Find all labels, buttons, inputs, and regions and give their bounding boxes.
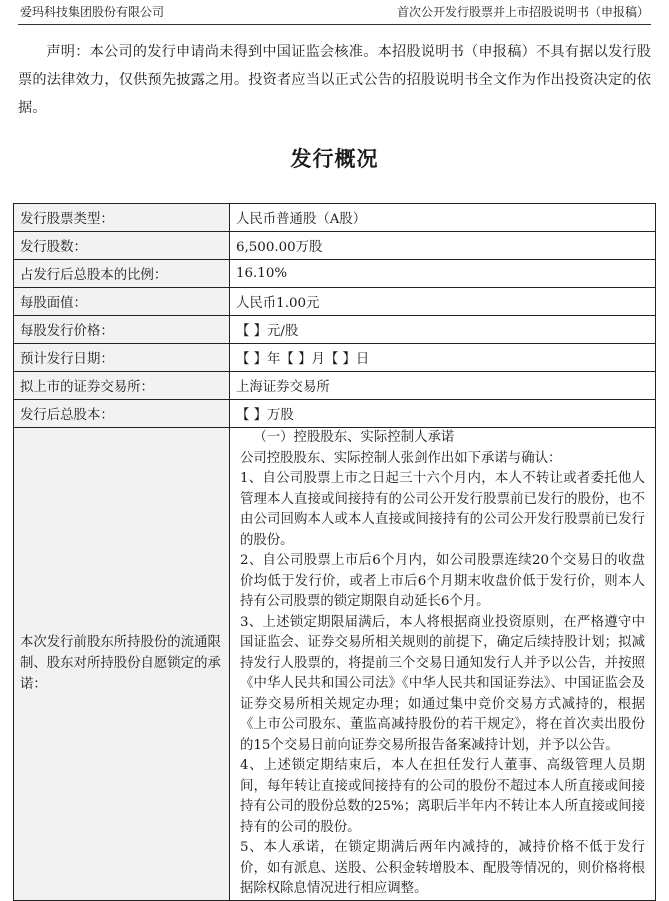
lockup-paragraph: 3、上述锁定期限届满后，本人将根据商业投资原则，在严格遵守中国证监会、证券交易所相关规则的前提下，确定后续持股计划；拟减持发行人股票的，将提前三个交易日通知发行人并予以公告，并按照《中华人民共和国公司法》《中华人民共和国证券法》、中国证监会及证券交易所相关规定办理；如通过集中竞价交易方式减持的，根据《上市公司股东、董监高减持股份的若干规定》，将在首次卖出股份的15个交易日前向证券交易所报告备案减持计划，并予以公告。: [240, 614, 645, 753]
row-value: 【 】元/股: [230, 316, 656, 344]
table-row: [14, 400, 656, 428]
row-label: 每股面值：: [14, 288, 230, 316]
table-row: [14, 232, 656, 260]
lockup-paragraph: 1、自公司股票上市之日起三十六个月内，本人不转让或者委托他人管理本人直接或间接持有的公司公开发行股票前已发行的股份，也不由公司回购本人或本人直接或间接持有的公司公开发行股票前已发行的股份。: [240, 471, 645, 548]
table-row: [14, 316, 656, 344]
disclaimer-statement: 声明：本公司的发行申请尚未得到中国证监会核准。本招股说明书（申报稿）不具有据以发行股票的法律效力，仅供预先披露之用。投资者应当以正式公告的招股说明书全文作为作出投资决定的依据。: [18, 44, 651, 116]
page-header: [18, 0, 651, 25]
lockup-label: 本次发行前股东所持股份的流通限制、股东对所持股份自愿锁定的承诺：: [14, 428, 230, 901]
header-company-name: 爱玛科技集团股份有限公司: [20, 5, 165, 19]
row-label: 拟上市的证券交易所：: [14, 372, 230, 400]
row-value: 人民币1.00元: [230, 288, 656, 316]
lockup-paragraph: 公司控股股东、实际控制人张剑作出如下承诺与确认：: [240, 450, 562, 466]
row-value: 【 】万股: [230, 400, 656, 428]
table-row: [14, 260, 656, 288]
lockup-commitment-text: [230, 428, 656, 901]
row-value: 上海证券交易所: [230, 372, 656, 400]
table-row: [14, 288, 656, 316]
row-value: 【 】年【 】月【 】日: [230, 344, 656, 372]
lockup-commitment-row: [14, 428, 656, 901]
row-label: 发行股数：: [14, 232, 230, 260]
row-label: 每股发行价格：: [14, 316, 230, 344]
row-value: 6,500.00万股: [230, 232, 656, 260]
table-row: [14, 344, 656, 372]
lockup-paragraph: 5、本人承诺，在锁定期满后两年内减持的，减持价格不低于发行价，如有派息、送股、公积金转增股本、配股等情况的，则价格将根据除权除息情况进行相应调整。: [240, 840, 645, 896]
lockup-paragraph: 2、自公司股票上市后6个月内，如公司股票连续20个交易日的收盘价均低于发行价，或者上市后6个月期末收盘价低于发行价，则本人持有公司股票的锁定期限自动延长6个月。: [240, 553, 645, 609]
table-row: [14, 372, 656, 400]
section-title: 发行概况: [290, 147, 379, 171]
header-document-title: 首次公开发行股票并上市招股说明书（申报稿）: [396, 5, 649, 19]
row-label: 占发行后总股本的比例：: [14, 260, 230, 288]
lockup-paragraph: （一）控股股东、实际控制人承诺: [253, 430, 455, 445]
row-value: 16.10%: [230, 260, 656, 288]
row-label: 发行股票类型：: [14, 204, 230, 232]
table-row: [14, 204, 656, 232]
issuance-overview-table: [13, 203, 656, 901]
row-label: 发行后总股本：: [14, 400, 230, 428]
lockup-paragraph: 4、上述锁定期结束后，本人在担任发行人董事、高级管理人员期间，每年转让直接或间接持有的公司的股份不超过本人所直接或间接持有公司的股份总数的25%；离职后半年内不转让本人所直接或间接持有的公司的股份。: [240, 758, 645, 835]
row-value: 人民币普通股（A股）: [230, 204, 656, 232]
row-label: 预计发行日期：: [14, 344, 230, 372]
